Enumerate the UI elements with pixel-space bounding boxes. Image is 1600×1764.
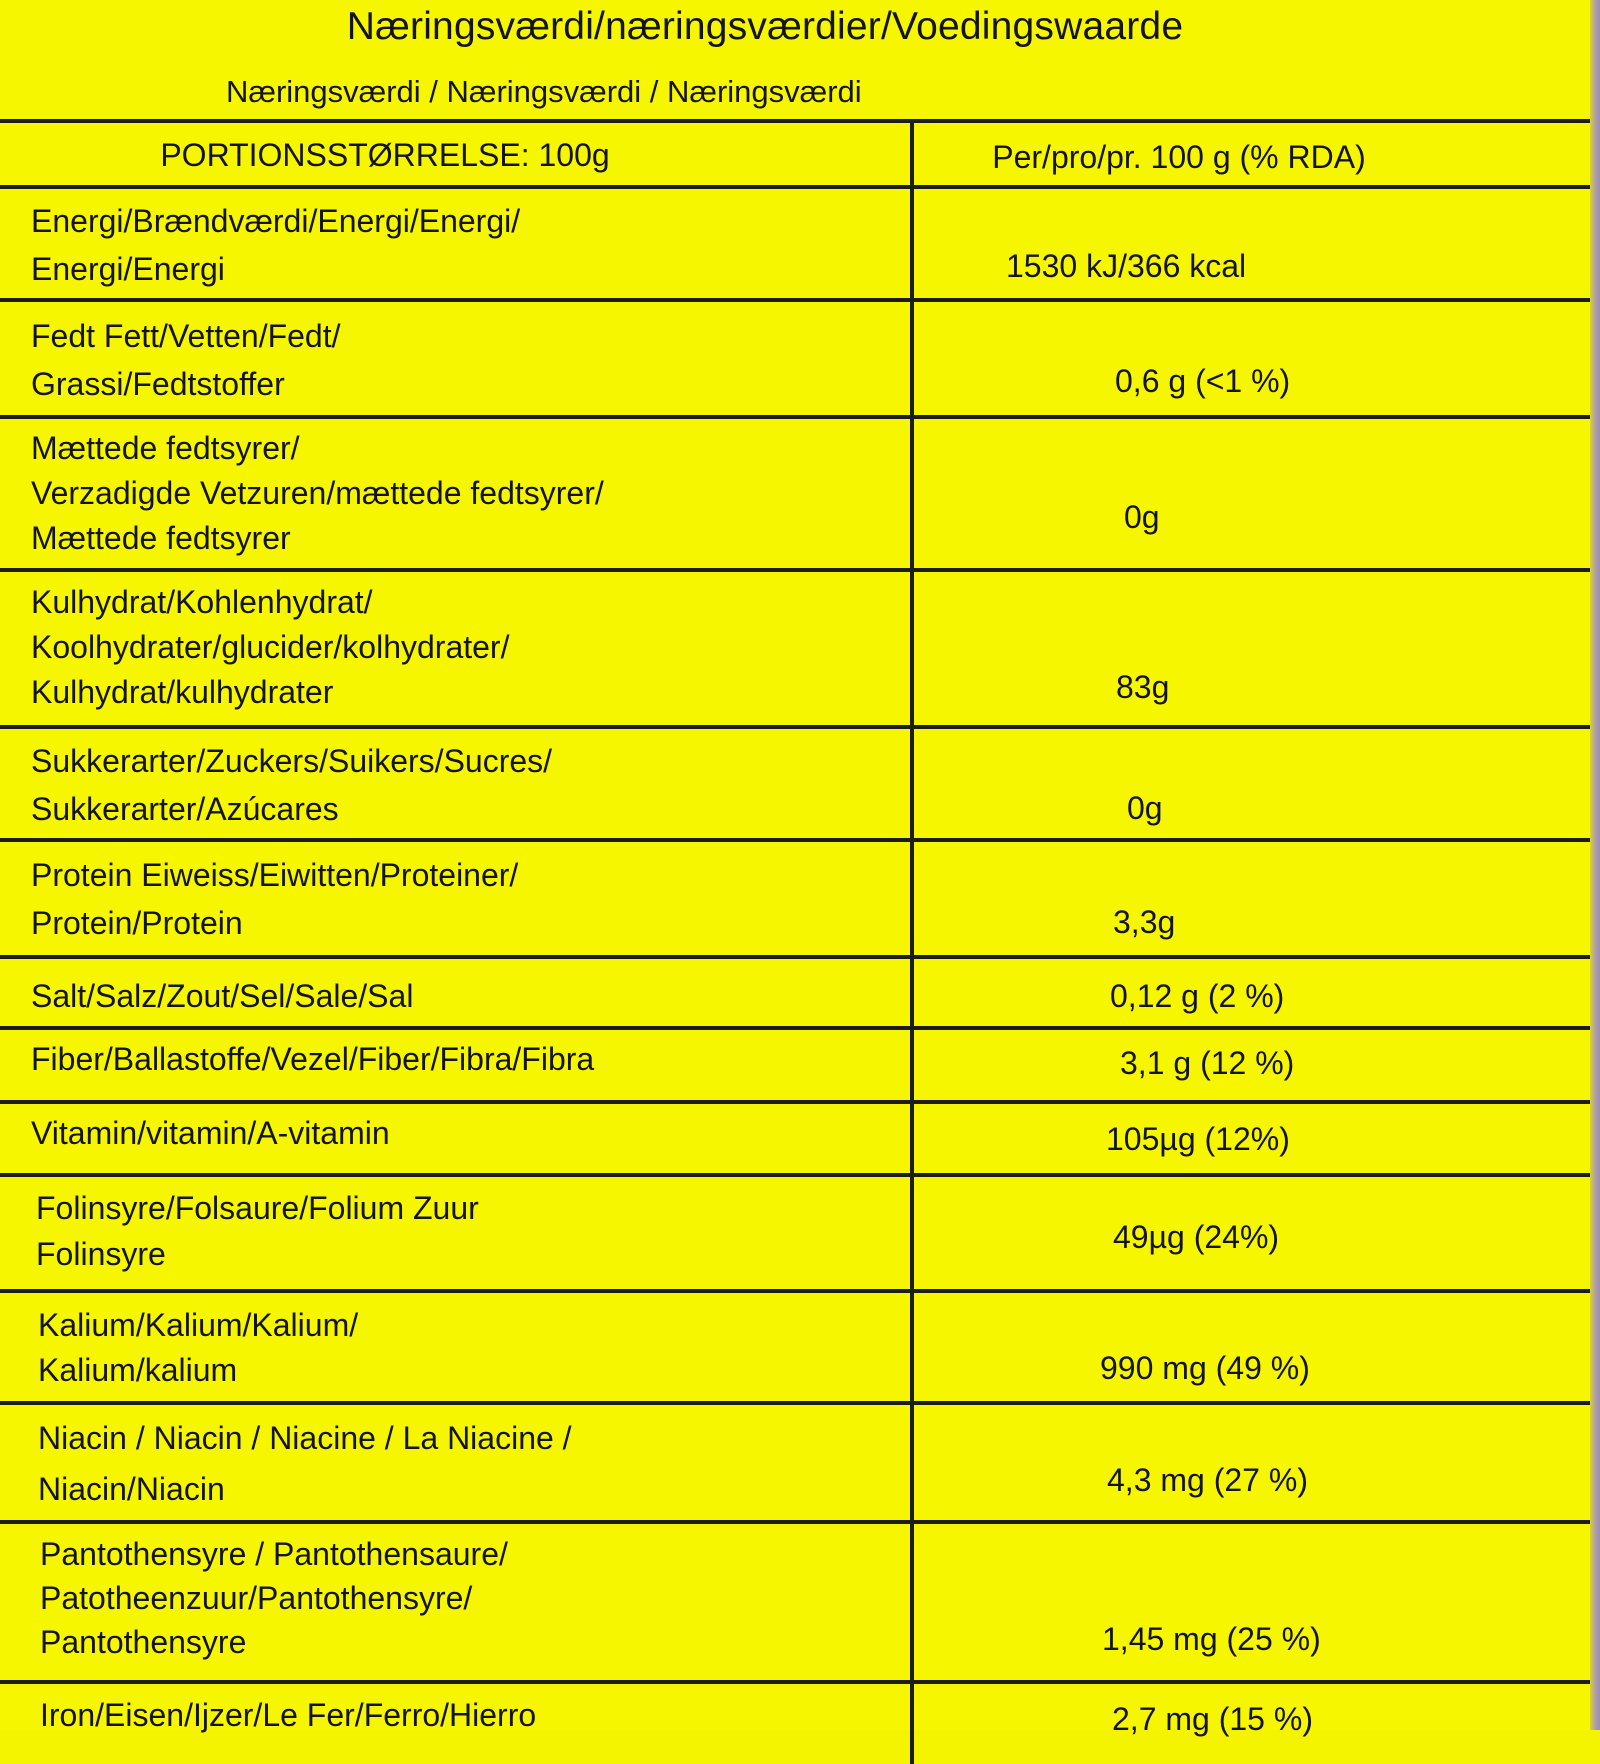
nutrient-name-line: Mættede fedtsyrer/	[31, 430, 300, 466]
nutrient-name-line: Kalium/kalium	[38, 1352, 238, 1388]
table-row	[0, 842, 1590, 959]
nutrient-name-line: Protein Eiweiss/Eiwitten/Proteiner/	[31, 857, 519, 893]
table-row	[0, 1030, 1590, 1104]
nutrient-name-line: Mættede fedtsyrer	[31, 520, 291, 556]
nutrient-name-cell	[0, 1684, 914, 1764]
page-title: Næringsværdi/næringsværdier/Voedingswaarde	[346, 5, 1184, 48]
nutrient-name-line: Kalium/Kalium/Kalium/	[38, 1307, 359, 1343]
nutrient-name-cell	[0, 842, 914, 955]
nutrient-value: 0g	[1124, 499, 1160, 535]
nutrient-name-line: Fedt Fett/Vetten/Fedt/	[31, 318, 341, 354]
nutrient-value: 0,12 g (2 %)	[1110, 978, 1285, 1014]
nutrient-name-line: Kulhydrat/kulhydrater	[31, 674, 334, 710]
page-subtitle: Næringsværdi / Næringsværdi / Næringsværdi	[226, 74, 862, 109]
nutrient-name-cell	[0, 959, 914, 1026]
nutrient-value: 4,3 mg (27 %)	[1107, 1462, 1308, 1498]
nutrient-value: 49µg (24%)	[1113, 1219, 1280, 1255]
nutrient-value-cell	[918, 729, 1590, 838]
nutrient-name-line: Niacin / Niacin / Niacine / La Niacine /	[38, 1420, 572, 1456]
nutrient-value: 3,1 g (12 %)	[1120, 1045, 1295, 1081]
table-row	[0, 572, 1590, 729]
nutrient-name-cell	[0, 302, 914, 415]
nutrient-value: 0g	[1127, 790, 1163, 826]
nutrient-name-line: Sukkerarter/Azúcares	[31, 791, 339, 827]
nutrient-name-line: Iron/Eisen/Ijzer/Le Fer/Ferro/Hierro	[40, 1697, 537, 1733]
serving-size-header	[0, 123, 914, 185]
nutrient-name-line: Kulhydrat/Kohlenhydrat/	[31, 584, 373, 620]
nutrient-name-line: Folinsyre/Folsaure/Folium Zuur	[36, 1190, 479, 1226]
per-100g-text: Per/pro/pr. 100 g (% RDA)	[992, 139, 1366, 175]
nutrient-name-line: Energi/Energi	[31, 251, 225, 287]
table-row	[0, 419, 1590, 572]
nutrient-value: 1530 kJ/366 kcal	[1006, 248, 1247, 284]
nutrient-name-line: Protein/Protein	[31, 905, 243, 941]
nutrient-name-line: Verzadigde Vetzuren/mættede fedtsyrer/	[31, 475, 604, 511]
nutrient-name-line: Salt/Salz/Zout/Sel/Sale/Sal	[31, 978, 414, 1014]
table-row	[0, 729, 1590, 842]
nutrient-name-line: Grassi/Fedtstoffer	[31, 366, 285, 402]
nutrient-name-line: Patotheenzuur/Pantothensyre/	[40, 1580, 473, 1616]
nutrient-name-line: Energi/Brændværdi/Energi/Energi/	[31, 203, 521, 239]
nutrient-value-cell	[918, 959, 1590, 1026]
serving-size-text: PORTIONSSTØRRELSE: 100g	[160, 137, 610, 173]
nutrient-name-line: Vitamin/vitamin/A-vitamin	[31, 1115, 390, 1151]
nutrient-value: 2,7 mg (15 %)	[1112, 1701, 1313, 1737]
nutrient-value-cell	[918, 189, 1590, 298]
nutrient-name-cell	[0, 1524, 914, 1680]
table-row	[0, 959, 1590, 1030]
nutrient-value: 990 mg (49 %)	[1100, 1350, 1310, 1386]
nutrient-name-cell	[0, 1104, 914, 1173]
nutrient-name-line: Sukkerarter/Zuckers/Suikers/Sucres/	[31, 743, 553, 779]
table-row	[0, 1524, 1590, 1684]
nutrition-table	[0, 123, 1590, 1764]
nutrient-value-cell	[918, 419, 1590, 568]
table-header-row	[0, 123, 1590, 189]
nutrient-value: 3,3g	[1113, 904, 1176, 940]
nutrient-value: 105µg (12%)	[1106, 1121, 1290, 1157]
nutrient-name-line: Fiber/Ballastoffe/Vezel/Fiber/Fibra/Fibra	[31, 1041, 595, 1077]
table-row	[0, 1177, 1590, 1293]
nutrient-value: 83g	[1116, 669, 1170, 705]
nutrient-value: 0,6 g (<1 %)	[1115, 363, 1291, 399]
nutrient-value-cell	[918, 842, 1590, 955]
table-row	[0, 1405, 1590, 1524]
nutrient-name-line: Niacin/Niacin	[38, 1471, 225, 1507]
nutrient-name-cell	[0, 189, 914, 298]
nutrient-value: 1,45 mg (25 %)	[1102, 1621, 1321, 1657]
table-row	[0, 1684, 1590, 1764]
nutrient-name-line: Koolhydrater/glucider/kolhydrater/	[31, 629, 510, 665]
nutrient-name-line: Folinsyre	[36, 1236, 166, 1272]
nutrient-value-cell	[918, 302, 1590, 415]
nutrient-name-cell	[0, 729, 914, 838]
background-edge	[1590, 0, 1600, 1730]
nutrient-value-cell	[918, 1293, 1590, 1401]
table-row	[0, 1104, 1590, 1177]
nutrient-value-cell	[918, 1405, 1590, 1520]
nutrient-value-cell	[918, 1684, 1590, 1764]
nutrient-value-cell	[918, 1030, 1590, 1100]
nutrient-name-line: Pantothensyre	[40, 1624, 247, 1660]
nutrient-name-line: Pantothensyre / Pantothensaure/	[40, 1536, 508, 1572]
nutrient-name-cell	[0, 1405, 914, 1520]
per-100g-header	[918, 123, 1590, 185]
table-row	[0, 1293, 1590, 1405]
nutrient-name-cell	[0, 1177, 914, 1289]
table-row	[0, 302, 1590, 419]
nutrient-value-cell	[918, 1524, 1590, 1680]
nutrient-value-cell	[918, 1104, 1590, 1173]
table-row	[0, 189, 1590, 302]
nutrient-name-cell	[0, 1293, 914, 1401]
nutrient-value-cell	[918, 572, 1590, 725]
nutrient-name-cell	[0, 419, 914, 568]
nutrient-name-cell	[0, 572, 914, 725]
nutrient-value-cell	[918, 1177, 1590, 1289]
nutrient-name-cell	[0, 1030, 914, 1100]
